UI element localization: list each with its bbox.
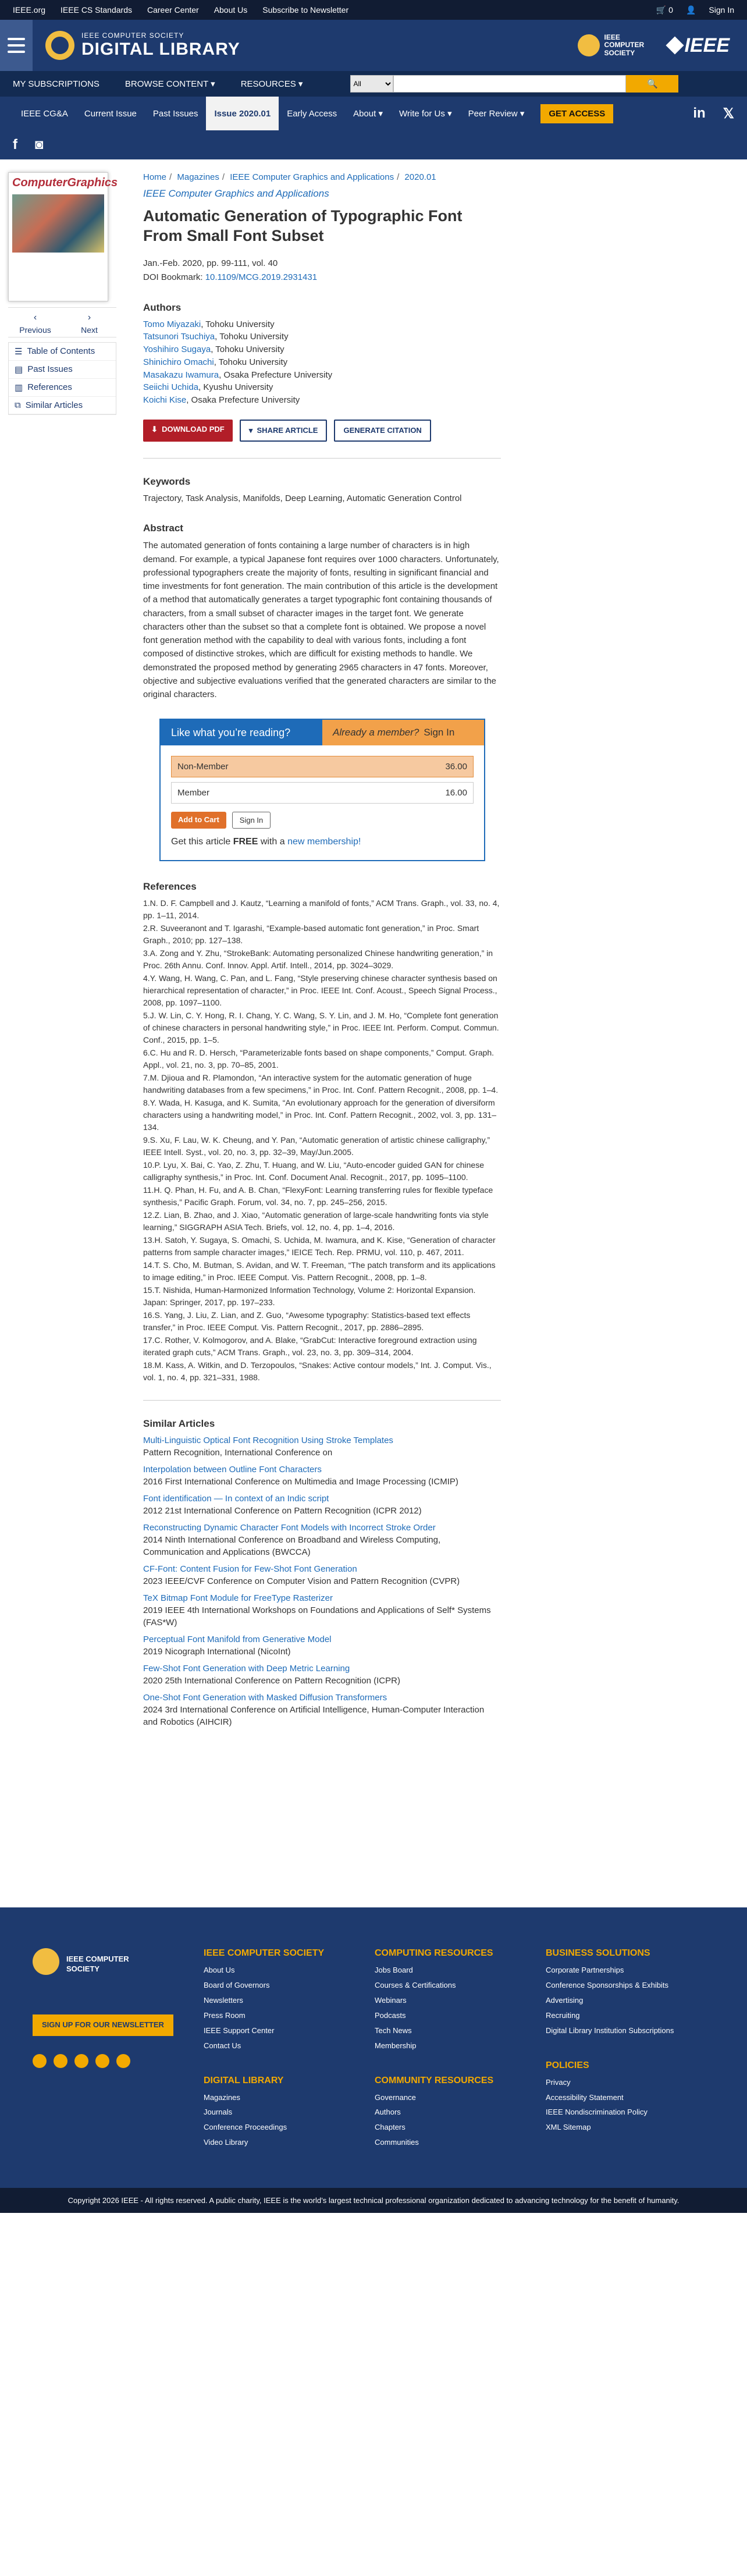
youtube-icon[interactable]: [116, 2054, 130, 2068]
sidebar-item-toc[interactable]: [9, 343, 116, 361]
search-button[interactable]: [626, 75, 678, 93]
reference-item: 7.M. Djioua and R. Plamondon, “An interactive system for the automatic generation of huge handwriting databases from a few specimens,” in Proc. Int. Conf. Pattern Recognit., 2008, pp. 1–4.: [143, 1073, 499, 1095]
top-utility-bar: [0, 0, 747, 20]
reference-item: 8.Y. Wada, H. Kasuga, and K. Sumita, “An evolutionary approach for the generation of diversiform characters using a handwriting model,” in Proc. Int. Conf. Pattern Recognit., 2002, vol. 3, pp. 131–134.: [143, 1098, 497, 1132]
tab-label: Issue 2020.01: [214, 108, 271, 119]
similar-article-link[interactable]: Few-Shot Font Generation with Deep Metric Learning: [143, 1664, 350, 1674]
footer-link[interactable]: Governance: [375, 2092, 416, 2102]
similar-article-link[interactable]: One-Shot Font Generation with Masked Diffusion Transformers: [143, 1693, 387, 1703]
footer-columns: [204, 1948, 717, 2153]
reference-item: 6.C. Hu and R. D. Hersch, “Parameterizable fonts based on shape components,” Comput. Graph. Appl., vol. 21, no. 3, pp. 70–85, 2001.: [143, 1048, 495, 1070]
breadcrumb-sep: /: [169, 172, 172, 182]
brand-line2: DIGITAL LIBRARY: [81, 40, 240, 59]
similar-article-source: 2019 Nicograph International (NicoInt): [143, 1647, 291, 1657]
chevron-left-icon: ‹: [33, 312, 37, 322]
author-name-link[interactable]: Tomo Miyazaki: [143, 319, 201, 329]
reference-item: 9.S. Xu, F. Lau, W. K. Cheung, and Y. Pan, “Automatic generation of artistic chinese calligraphy,” IEEE Intell. Syst., vol. 20, no. 3, pp. 32–39, May/Jun.2005.: [143, 1135, 490, 1157]
footer-link[interactable]: Tech News: [375, 2026, 412, 2035]
footer-heading: COMMUNITY RESOURCES: [375, 2075, 494, 2085]
linkedin-icon[interactable]: [74, 2054, 88, 2068]
chevron-down-icon: ▾: [378, 109, 383, 119]
price-value: 36.00: [445, 762, 467, 772]
footer-link[interactable]: Courses & Certifications: [375, 1981, 456, 1990]
footer-gap: [375, 2056, 546, 2070]
footer-link[interactable]: Conference Proceedings: [204, 2123, 287, 2132]
doi-label: DOI Bookmark:: [143, 272, 203, 282]
top-link[interactable]: Career Center: [147, 5, 199, 15]
linkedin-icon[interactable]: in: [693, 105, 706, 121]
reference-list: [143, 897, 501, 1384]
similar-article-source: 2014 Ninth International Conference on Broadband and Wireless Computing, Communication and Applications (BWCCA): [143, 1535, 441, 1558]
share-article-button[interactable]: [240, 420, 328, 442]
abstract-text: The automated generation of fonts containing a large number of characters is in high demand. For example, a typical Japanese font requires over 1000 characters. Unfortunately, professional typographers create the majority of fonts, resulting in significant financial and time investments for font generation. The main contribution of this article is the development of a method that automatically generates a target typographic font containing thousands of characters, from a small subset of character images in the target font. We generate characters other than the subset so that a complete font is obtained. We propose a novel font generation method with the capability to deal with various fonts, including a font composed of distinctive strokes, which are difficult for existing methods to handle. We demonstrated the proposed method by generating 2965 characters in 47 fonts. Moreover, objective and subjective evaluations verified that the generated characters are similar to the original characters.: [143, 541, 499, 699]
magazine-title[interactable]: IEEE Computer Graphics and Applications: [143, 188, 329, 199]
footer-column: [204, 1948, 375, 2153]
reference-item: 10.P. Lyu, X. Bai, C. Yao, Z. Zhu, T. Huang, and W. Liu, “Auto-encoder guided GAN for chinese calligraphy synthesis,” in Proc. Int. Conf. Document Anal. Recognit., 2017, pp. 1095–1100.: [143, 1160, 484, 1182]
author-item: [143, 343, 501, 356]
tab-label: Past Issues: [152, 108, 198, 119]
footer-logo-text: IEEE COMPUTER SOCIETY: [66, 1954, 129, 1973]
offer-text: with a: [258, 837, 288, 847]
reference-item: 2.R. Suveeranont and T. Igarashi, “Example-based automatic font generation,” in Proc. Smart Graph., 2010; pp. 127–138.: [143, 923, 479, 946]
footer-heading: POLICIES: [546, 2060, 589, 2070]
similar-article-link[interactable]: Multi-Linguistic Optical Font Recognition Using Stroke Templates: [143, 1436, 393, 1446]
digital-library-logo[interactable]: [45, 31, 240, 60]
breadcrumb-sep: /: [397, 172, 400, 182]
member-sign-in-link[interactable]: Sign In: [424, 727, 455, 738]
cs-logo-icon: [45, 31, 74, 60]
chevron-down-icon: ▾: [248, 425, 253, 435]
copyright: Copyright 2026 IEEE - All rights reserved. A public charity, IEEE is the world’s largest technical professional organization dedicated to advancing technology for the benefit of humanity.: [0, 2188, 747, 2213]
download-pdf-button[interactable]: [143, 420, 233, 442]
doi-link[interactable]: 10.1109/MCG.2019.2931431: [205, 272, 318, 282]
footer-link[interactable]: Corporate Partnerships: [546, 1966, 624, 1975]
sidebar-item-label: Table of Contents: [27, 346, 95, 356]
new-membership-link[interactable]: new membership!: [287, 837, 361, 847]
footer-link[interactable]: Magazines: [204, 2092, 240, 2102]
price-value: 16.00: [445, 788, 467, 798]
get-access-button[interactable]: GET ACCESS: [540, 104, 613, 123]
member-question: Already a member?: [333, 727, 419, 738]
price-label: Member: [177, 788, 210, 798]
author-affiliation: , Tohoku University: [215, 332, 289, 342]
instagram-icon[interactable]: [95, 2054, 109, 2068]
cs-circle-icon: [33, 1948, 59, 1975]
top-link[interactable]: About Us: [214, 5, 248, 15]
author-name-link[interactable]: Masakazu Iwamura: [143, 369, 219, 380]
top-link[interactable]: Subscribe to Newsletter: [262, 5, 349, 15]
footer-heading: COMPUTING RESOURCES: [375, 1948, 493, 1959]
ieee-logo[interactable]: [668, 34, 730, 57]
similar-article-source: 2012 21st International Conference on Pattern Recognition (ICPR 2012): [143, 1506, 422, 1516]
footer-link[interactable]: XML Sitemap: [546, 2123, 591, 2132]
tab-about[interactable]: [345, 97, 391, 130]
previous-label: Previous: [19, 325, 51, 335]
footer-link[interactable]: Contact Us: [204, 2041, 241, 2050]
issue-cover[interactable]: [8, 172, 118, 301]
similar-article-link[interactable]: Font identification — In context of an Indic script: [143, 1494, 329, 1504]
tab-early-access[interactable]: [279, 97, 345, 130]
search-bar: [350, 75, 678, 93]
chevron-down-icon: ▾: [211, 79, 215, 89]
next-button[interactable]: [62, 308, 116, 337]
nav-label: MY SUBSCRIPTIONS: [13, 79, 99, 89]
tab-current-issue[interactable]: [76, 97, 145, 130]
footer-link[interactable]: Chapters: [375, 2123, 405, 2132]
price-option-nonmember[interactable]: [171, 756, 474, 777]
similar-article-link[interactable]: Interpolation between Outline Font Characters: [143, 1465, 322, 1475]
tab-label: Early Access: [287, 108, 337, 119]
footer-link[interactable]: Podcasts: [375, 2010, 406, 2020]
main-nav: [0, 71, 747, 97]
top-link[interactable]: IEEE CS Standards: [61, 5, 132, 15]
search-input[interactable]: [393, 75, 626, 93]
facebook-icon[interactable]: [33, 2054, 47, 2068]
footer-link[interactable]: Video Library: [204, 2138, 248, 2147]
author-affiliation: , Osaka Prefecture University: [186, 395, 300, 405]
author-name-link[interactable]: Tatsunori Tsuchiya: [143, 332, 215, 342]
footer-heading: IEEE COMPUTER SOCIETY: [204, 1948, 325, 1959]
book-icon: ▥: [15, 383, 23, 393]
author-item: [143, 356, 501, 369]
reference-item: 13.H. Satoh, Y. Sugaya, S. Omachi, S. Uchida, M. Iwamura, and K. Kise, “Generation of character patterns from sample character images,” IEICE Tech. Rep. PRMU, vol. 110, p. 467, 2011.: [143, 1235, 496, 1257]
keywords-heading: Keywords: [143, 475, 191, 487]
rss-icon[interactable]: ◙: [35, 137, 44, 152]
author-item: [143, 381, 501, 394]
sidebar: [8, 172, 116, 1733]
reference-item: 12.Z. Lian, B. Zhao, and J. Xiao, “Automatic generation of large-scale handwriting fonts via style learning,” SIGGRAPH ASIA Tech. Briefs, vol. 12, no. 4, pp. 1–4, 2016.: [143, 1210, 489, 1232]
previous-button[interactable]: [8, 308, 62, 337]
tab-issue-2020-01[interactable]: [206, 97, 279, 130]
footer-link[interactable]: Jobs Board: [375, 1966, 413, 1975]
chevron-down-icon: ▾: [447, 109, 452, 119]
similar-heading: Similar Articles: [143, 1418, 215, 1430]
author-affiliation: , Tohoku University: [214, 357, 288, 367]
generate-citation-button[interactable]: GENERATE CITATION: [334, 420, 431, 442]
author-affiliation: , Tohoku University: [201, 319, 275, 329]
footer-link[interactable]: Newsletters: [204, 1996, 243, 2005]
download-icon: ⬇: [151, 424, 158, 434]
author-name-link[interactable]: Seiichi Uchida: [143, 382, 199, 393]
ieee-logo-text: IEEE: [684, 34, 730, 56]
top-links: [13, 5, 348, 15]
footer-link[interactable]: Communities: [375, 2138, 419, 2147]
footer-gap: [204, 2056, 375, 2070]
keywords-text: Trajectory, Task Analysis, Manifolds, Deep Learning, Automatic Generation Control: [143, 493, 462, 503]
similar-article-link[interactable]: Reconstructing Dynamic Character Font Models with Incorrect Stroke Order: [143, 1523, 436, 1533]
offer-free: FREE: [233, 837, 258, 847]
footer-heading: DIGITAL LIBRARY: [204, 2075, 284, 2085]
breadcrumb-cga[interactable]: IEEE Computer Graphics and Applications: [230, 172, 394, 182]
issue-date: Jan.-Feb. 2020, pp. 99-111, vol. 40: [143, 258, 278, 268]
footer-logo[interactable]: [33, 1948, 204, 1980]
sidebar-item-label: Similar Articles: [25, 400, 83, 410]
footer-gap: [546, 2041, 717, 2055]
x-icon[interactable]: [54, 2054, 67, 2068]
similar-article-source: 2019 IEEE 4th International Workshops on Foundations and Applications of Self* Systems (FAS*W): [143, 1605, 491, 1628]
reference-item: 16.S. Yang, J. Liu, Z. Lian, and Z. Guo, “Awesome typography: Statistics-based text effects transfer,” in Proc. IEEE Comput. Vis. Pattern Recognit., 2017, pp. 2886–2895.: [143, 1310, 471, 1333]
similar-article-link[interactable]: Perceptual Font Manifold from Generative Model: [143, 1635, 332, 1645]
reference-item: 1.N. D. F. Campbell and J. Kautz, “Learning a manifold of fonts,” ACM Trans. Graph., vol. 33, no. 4, pp. 1–11, 2014.: [143, 898, 500, 921]
divider: [143, 1400, 501, 1401]
nav-label: BROWSE CONTENT: [124, 79, 208, 89]
author-name-link[interactable]: Shinichiro Omachi: [143, 357, 214, 367]
references-heading: References: [143, 881, 197, 893]
link-icon: ⧉: [15, 400, 21, 410]
breadcrumb-sep: /: [222, 172, 225, 182]
sign-in-link[interactable]: Sign In: [709, 5, 734, 15]
price-option-member[interactable]: [171, 782, 474, 804]
reference-item: 11.H. Q. Phan, H. Fu, and A. B. Chan, “FlexyFont: Learning transferring rules for flexible typeface synthesis,” Pacific Graph. Forum, vol. 34, no. 7, pp. 245–256, 2015.: [143, 1185, 493, 1207]
brand-line1: IEEE COMPUTER SOCIETY: [81, 31, 184, 40]
author-list: [143, 318, 501, 407]
nav-my-subscriptions[interactable]: [0, 79, 112, 89]
tab-write-for-us[interactable]: [391, 97, 460, 130]
footer-column: [375, 1948, 546, 2153]
breadcrumb-home[interactable]: Home: [143, 172, 167, 182]
list-icon: ☰: [15, 347, 23, 357]
tab-label: About: [353, 108, 376, 119]
social-bar: [0, 130, 747, 159]
footer-link[interactable]: Digital Library Institution Subscriptions: [546, 2026, 674, 2035]
breadcrumb: [143, 172, 501, 182]
offer-text: Get this article: [171, 837, 233, 847]
nav-browse-content[interactable]: [112, 79, 228, 89]
membership-offer: [171, 837, 474, 847]
similar-article-link[interactable]: CF-Font: Content Fusion for Few-Shot Font Generation: [143, 1564, 357, 1575]
footer-link[interactable]: Conference Sponsorships & Exhibits: [546, 1981, 669, 1990]
button-label: DOWNLOAD PDF: [162, 424, 225, 434]
reference-item: 5.J. W. Lin, C. Y. Hong, R. I. Chang, Y. C. Wang, S. Y. Lin, and J. M. Ho, “Complete font generation of chinese characters in personal handwriting style,” in Proc. IEEE Int. Perform. Comput. Commun. Conf., 2015, pp. 1–5.: [143, 1011, 499, 1045]
facebook-icon[interactable]: f: [13, 137, 17, 152]
abstract-heading: Abstract: [143, 523, 183, 534]
similar-list: [143, 1434, 501, 1728]
reference-item: 17.C. Rother, V. Kolmogorov, and A. Blake, “GrabCut: Interactive foreground extraction using iterated graph cuts,” ACM Trans. Graph., vol. 23, no. 3, pp. 309–314, 2004.: [143, 1335, 477, 1358]
search-icon: 🔍: [647, 79, 658, 89]
magazine-nav: [0, 97, 747, 130]
cover-title: ComputerGraphics: [12, 176, 118, 189]
author-affiliation: , Tohoku University: [211, 344, 284, 354]
author-name-link[interactable]: Yoshihiro Sugaya: [143, 344, 211, 354]
author-name-link[interactable]: Koichi Kise: [143, 395, 187, 405]
sidebar-item-past-issues[interactable]: [9, 361, 116, 379]
author-item: [143, 318, 501, 331]
authors-heading: Authors: [143, 301, 182, 313]
sidebar-item-similar[interactable]: [9, 397, 116, 414]
author-affiliation: , Osaka Prefecture University: [219, 369, 333, 380]
similar-article-source: 2024 3rd International Conference on Artificial Intelligence, Human-Computer Interaction and Robotics (AIHCIR): [143, 1705, 485, 1728]
menu-icon[interactable]: [0, 20, 33, 71]
footer-link[interactable]: Accessibility Statement: [546, 2092, 624, 2102]
similar-article-source: Pattern Recognition, International Conference on: [143, 1448, 333, 1458]
footer-link[interactable]: Webinars: [375, 1996, 407, 2005]
author-item: [143, 331, 501, 343]
author-affiliation: , Kyushu University: [198, 382, 273, 393]
similar-article-source: 2023 IEEE/CVF Conference on Computer Vision and Pattern Recognition (CVPR): [143, 1576, 460, 1587]
chevron-down-icon: ▾: [520, 109, 525, 119]
reference-item: 18.M. Kass, A. Witkin, and D. Terzopoulos, “Snakes: Active contour models,” Int. J. Comput. Vis., vol. 1, no. 4, pp. 321–331, 1988.: [143, 1360, 492, 1383]
cs-circle-icon: [578, 34, 600, 56]
footer-link[interactable]: IEEE Nondiscrimination Policy: [546, 2108, 648, 2117]
document-icon: ▤: [15, 365, 23, 375]
tab-label: IEEE CG&A: [21, 108, 68, 119]
reference-item: 14.T. S. Cho, M. Butman, S. Avidan, and W. T. Freeman, “The patch transform and its applications to image editing,” in Proc. IEEE Comput. Vis. Pattern Recognit., 2008, pp. 1–8.: [143, 1260, 496, 1282]
breadcrumb-issue[interactable]: 2020.01: [404, 172, 436, 182]
similar-article-source: 2020 25th International Conference on Pattern Recognition (ICPR): [143, 1676, 400, 1686]
chevron-down-icon: ▾: [298, 79, 303, 89]
tab-label: Write for Us: [399, 108, 445, 119]
similar-article-source: 2016 First International Conference on Multimedia and Image Processing (ICMIP): [143, 1477, 458, 1487]
footer-link[interactable]: Journals: [204, 2108, 233, 2117]
chevron-right-icon: ›: [87, 312, 91, 322]
nav-label: RESOURCES: [240, 79, 296, 89]
reference-item: 15.T. Nishida, Human-Harmonized Information Technology, Volume 2: Horizontal Expansion. Japan: Springer, 2017, pp. 197–233.: [143, 1285, 476, 1307]
footer-link[interactable]: Membership: [375, 2041, 417, 2050]
next-label: Next: [81, 325, 98, 335]
footer: [0, 1907, 747, 2188]
button-label: SHARE ARTICLE: [257, 425, 318, 435]
sidebar-item-label: Past Issues: [27, 364, 73, 374]
cover-artwork: [12, 194, 104, 253]
sidebar-item-references[interactable]: [9, 379, 116, 397]
tab-label: Current Issue: [84, 108, 137, 119]
footer-link[interactable]: IEEE Support Center: [204, 2026, 275, 2035]
sidebar-item-label: References: [27, 382, 72, 392]
member-prompt: [322, 720, 484, 745]
footer-link[interactable]: Advertising: [546, 1996, 584, 2005]
page-title: Automatic Generation of Typographic Font From Small Font Subset: [143, 207, 463, 244]
ieee-diamond-icon: [666, 36, 684, 54]
author-item: [143, 394, 501, 407]
footer-link[interactable]: Press Room: [204, 2010, 246, 2020]
footer-link[interactable]: Authors: [375, 2108, 401, 2117]
footer-heading: BUSINESS SOLUTIONS: [546, 1948, 650, 1959]
cart-count: 0: [668, 5, 673, 15]
cs-logo-text: IEEE COMPUTER SOCIETY: [604, 33, 645, 57]
nav-resources[interactable]: [228, 79, 316, 89]
purchase-box: [159, 719, 485, 861]
footer-link[interactable]: Recruiting: [546, 2010, 580, 2020]
footer-link[interactable]: About Us: [204, 1966, 235, 1975]
divider: [143, 458, 501, 459]
author-item: [143, 369, 501, 382]
newsletter-button[interactable]: SIGN UP FOR OUR NEWSLETTER: [33, 2014, 173, 2036]
brand-bar: [0, 20, 747, 71]
x-icon[interactable]: 𝕏: [723, 105, 734, 122]
reference-item: 4.Y. Wang, H. Wang, C. Pan, and L. Fang, “Style preserving chinese character synthesis based on hierarchical representation of character,” in Proc. IEEE Int. Conf. Acoust., Speech Signal Process., 2008, pp. 1097–1100.: [143, 973, 497, 1008]
breadcrumb-magazines[interactable]: Magazines: [177, 172, 219, 182]
person-icon[interactable]: 👤: [685, 5, 696, 15]
article-main: [143, 172, 501, 1733]
similar-article-link[interactable]: TeX Bitmap Font Module for FreeType Rasterizer: [143, 1593, 333, 1604]
tab-cga[interactable]: [13, 97, 76, 130]
add-to-cart-button[interactable]: Add to Cart: [171, 812, 226, 829]
footer-column: [546, 1948, 717, 2153]
cart-icon[interactable]: 🛒 0: [656, 5, 673, 15]
footer-link[interactable]: Board of Governors: [204, 1981, 270, 1990]
search-scope-select[interactable]: [350, 75, 393, 93]
sign-in-button[interactable]: Sign In: [232, 812, 271, 829]
top-link[interactable]: IEEE.org: [13, 5, 46, 15]
tab-past-issues[interactable]: [145, 97, 207, 130]
purchase-prompt: Like what you’re reading?: [161, 720, 322, 745]
computer-society-logo[interactable]: [578, 34, 651, 57]
tab-peer-review[interactable]: [460, 97, 533, 130]
tab-label: Peer Review: [468, 108, 518, 119]
footer-link[interactable]: Privacy: [546, 2077, 571, 2087]
reference-item: 3.A. Zong and Y. Zhu, “StrokeBank: Automating personalized Chinese handwriting generation,” in Proc. 26th Annu. Conf. Innov. Appl. Artif. Intell., 2014, pp. 3024–3029.: [143, 948, 493, 971]
price-label: Non-Member: [177, 762, 229, 772]
